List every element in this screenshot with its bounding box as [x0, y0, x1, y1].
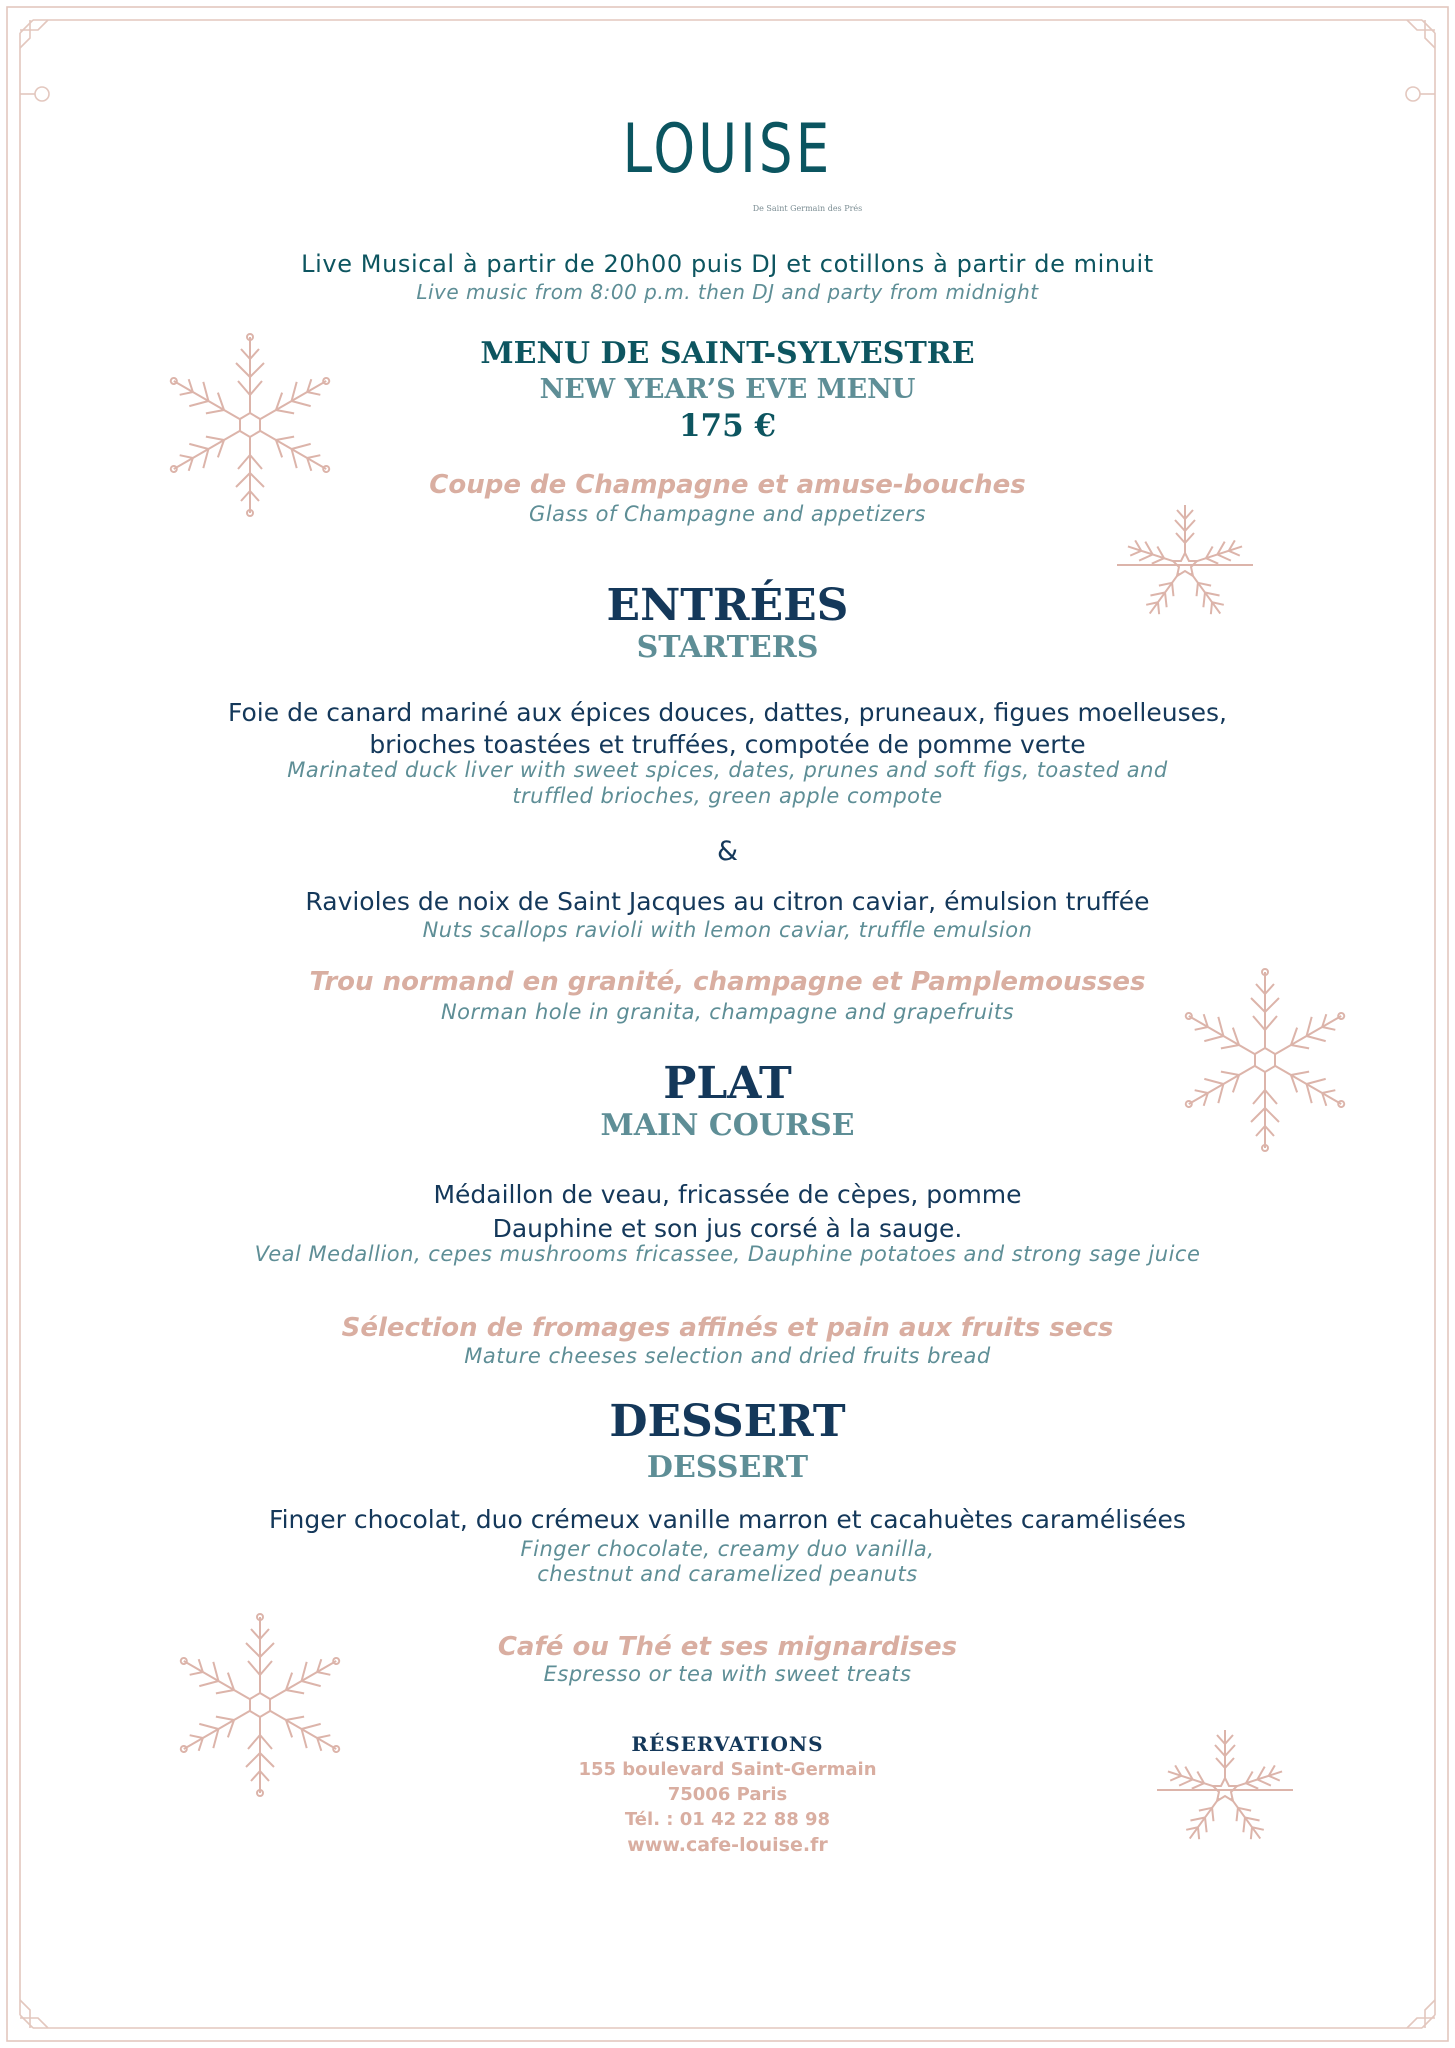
- starter1-en-line2: truffled brioches, green apple compote: [512, 784, 943, 808]
- dessert-en-line1: Finger chocolate, creamy duo vanilla,: [520, 1537, 935, 1561]
- cheese-en: Mature cheeses selection and dried fruits bread: [464, 1344, 991, 1368]
- reservations-city: 75006 Paris: [667, 1784, 788, 1805]
- aperitif-fr: Coupe de Champagne et amuse-bouches: [429, 470, 1026, 500]
- ampersand: &: [716, 836, 739, 867]
- cheese-fr: Sélection de fromages affinés et pain aux fruits secs: [341, 1313, 1114, 1343]
- starters-heading-fr: ENTRÉES: [606, 580, 849, 631]
- dessert-heading-en: DESSERT: [646, 1450, 809, 1485]
- starter1-fr-line1: Foie de canard mariné aux épices douces, dattes, pruneaux, figues moelleuses,: [228, 698, 1227, 727]
- reservations-website[interactable]: www.cafe-louise.fr: [627, 1834, 828, 1856]
- coffee-en: Espresso or tea with sweet treats: [543, 1662, 912, 1686]
- reservations-phone: Tél. : 01 42 22 88 98: [624, 1809, 831, 1830]
- logo: [0, 110, 1455, 189]
- menu-price: 175 €: [678, 408, 777, 444]
- main-heading-fr: PLAT: [663, 1058, 792, 1109]
- logo-wordmark: LOUISE: [622, 110, 833, 189]
- live-music-fr: Live Musical à partir de 20h00 puis DJ et cotillons à partir de minuit: [301, 250, 1154, 278]
- starter2-fr: Ravioles de noix de Saint Jacques au citron caviar, émulsion truffée: [305, 887, 1150, 916]
- menu-title-en: NEW YEAR’S EVE MENU: [539, 374, 916, 405]
- live-music-en: Live music from 8:00 p.m. then DJ and party from midnight: [416, 280, 1039, 304]
- logo-tagline: De Saint Germain des Prés: [752, 204, 863, 213]
- menu-title-fr: MENU DE SAINT-SYLVESTRE: [480, 336, 975, 371]
- reservations-heading: RÉSERVATIONS: [631, 1732, 824, 1756]
- dessert-heading-fr: DESSERT: [609, 1396, 846, 1447]
- dessert-en-line2: chestnut and caramelized peanuts: [537, 1562, 918, 1586]
- main-heading-en: MAIN COURSE: [600, 1108, 855, 1143]
- starter1-en-line1: Marinated duck liver with sweet spices, dates, prunes and soft figs, toasted and: [287, 758, 1168, 782]
- dessert-fr: Finger chocolat, duo crémeux vanille marron et cacahuètes caramélisées: [269, 1505, 1186, 1534]
- main-fr-line1: Médaillon de veau, fricassée de cèpes, pomme: [433, 1180, 1022, 1209]
- trou-normand-fr: Trou normand en granité, champagne et Pamplemousses: [309, 967, 1146, 997]
- trou-normand-en: Norman hole in granita, champagne and grapefruits: [440, 1000, 1015, 1024]
- starters-heading-en: STARTERS: [636, 630, 819, 665]
- starter2-en: Nuts scallops ravioli with lemon caviar, truffle emulsion: [422, 918, 1033, 942]
- main-en: Veal Medallion, cepes mushrooms fricassee, Dauphine potatoes and strong sage juice: [254, 1242, 1201, 1266]
- coffee-fr: Café ou Thé et ses mignardises: [497, 1632, 958, 1662]
- starter1-fr-line2: brioches toastées et truffées, compotée de pomme verte: [369, 730, 1086, 759]
- main-fr-line2: Dauphine et son jus corsé à la sauge.: [492, 1214, 963, 1243]
- reservations-address: 155 boulevard Saint-Germain: [578, 1759, 877, 1780]
- aperitif-en: Glass of Champagne and appetizers: [529, 502, 926, 526]
